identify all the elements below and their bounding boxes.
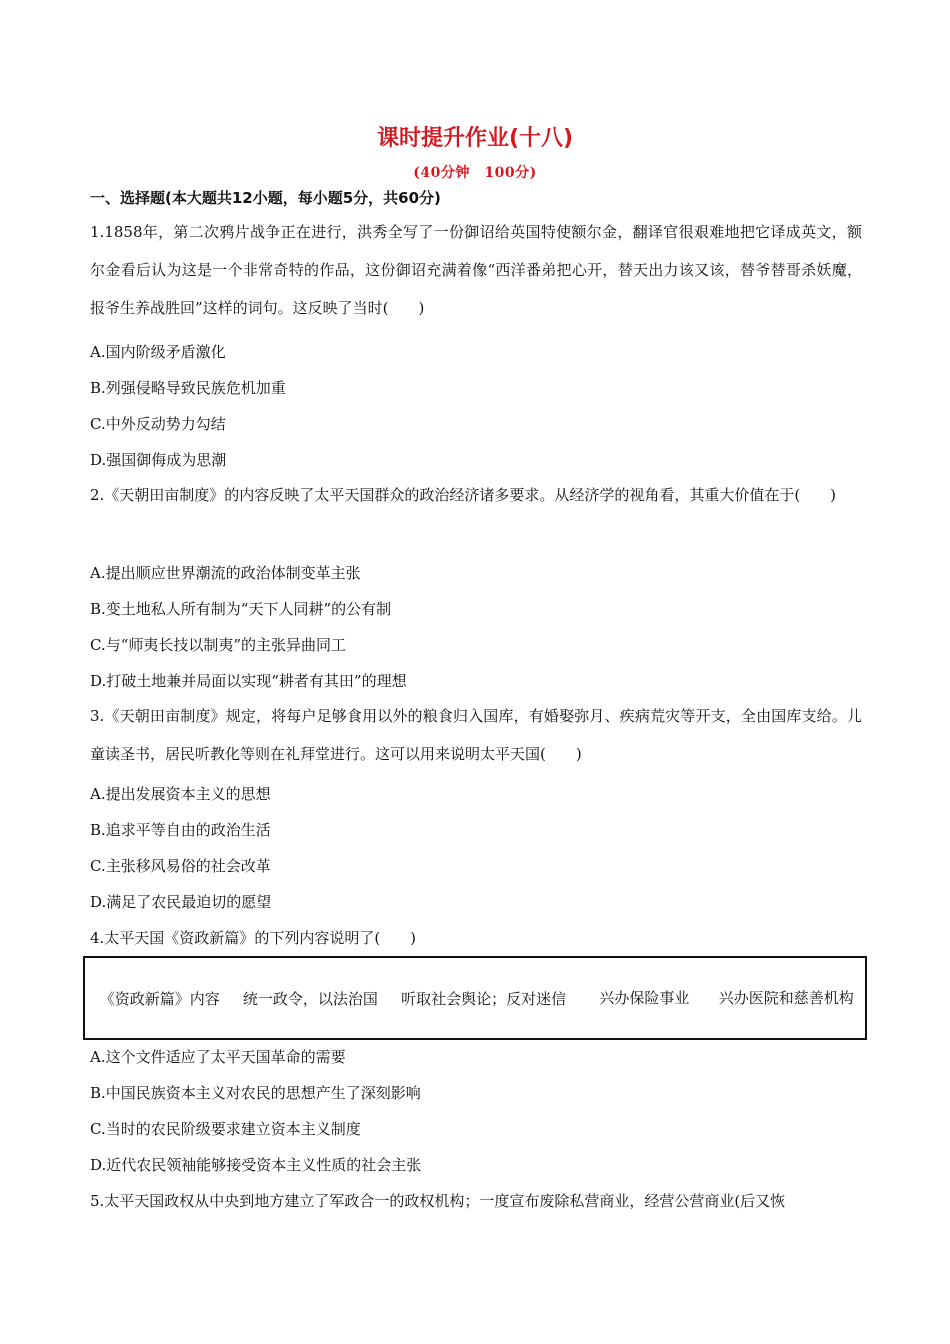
question-2-stem: 2.《天朝田亩制度》的内容反映了太平天国群众的政治经济诸多要求。从经济学的视角看，其重大价值在于( ) — [90, 486, 837, 504]
page-subtitle: (40分钟 100分) — [413, 165, 537, 181]
question-1-stem: 1.1858年，第二次鸦片战争正在进行，洪秀全写了一份御诏给英国特使额尔金，翻译官很艰难地把它译成英文，额尔金看后认为这是一个非常奇特的作品，这份御诏充满着像“西洋番弟把心开，替天出力该又该，替爷替哥杀妖魔，报爷生养战胜回”这样的词句。这反映了当时( ) — [90, 223, 862, 317]
question-4-option-c: C.当时的农民阶级要求建立资本主义制度 — [90, 1120, 361, 1138]
question-1-option-b: B.列强侵略导致民族危机加重 — [90, 379, 286, 397]
question-4-option-d: D.近代农民领袖能够接受资本主义性质的社会主张 — [90, 1156, 422, 1174]
question-1-option-c: C.中外反动势力勾结 — [90, 415, 226, 433]
question-3-option-c: C.主张移风易俗的社会改革 — [90, 857, 271, 875]
table-cell-text: 兴办保险事业 — [599, 989, 690, 1007]
table-header-cell: 《资政新篇》内容 — [99, 989, 220, 1008]
question-3-option-b: B.追求平等自由的政治生活 — [90, 821, 271, 839]
question-3-option-d: D.满足了农民最迫切的愿望 — [90, 893, 272, 911]
table-cell: 听取社会舆论；反对迷信 — [401, 989, 567, 1008]
question-5-stem: 5.太平天国政权从中央到地方建立了军政合一的政权机构；一度宣布废除私营商业，经营公营商业(后又恢 — [90, 1192, 786, 1210]
table-cell — [581, 957, 707, 1039]
table-cell: 统一政令，以法治国 — [242, 989, 378, 1008]
question-2-option-a: A.提出顺应世界潮流的政治体制变革主张 — [90, 564, 361, 582]
question-4-stem: 4.太平天国《资政新篇》的下列内容说明了( ) — [90, 929, 417, 947]
section-heading: 一、选择题(本大题共12小题，每小题5分，共60分) — [90, 189, 441, 207]
table-row — [84, 957, 866, 1039]
question-2-option-d: D.打破土地兼并局面以实现“耕者有其田”的理想 — [90, 672, 407, 690]
page-title: 课时提升作业(十八) — [376, 126, 574, 151]
question-4-option-a: A.这个文件适应了太平天国革命的需要 — [90, 1048, 346, 1066]
table-cell-text: 兴办医院和慈善机构 — [718, 989, 854, 1007]
question-1-option-a: A.国内阶级矛盾激化 — [90, 343, 226, 361]
question-4-table — [83, 956, 867, 1040]
question-2-option-b: B.变土地私人所有制为“天下人同耕”的公有制 — [90, 600, 392, 618]
table-cell — [708, 957, 867, 1039]
question-4-option-b: B.中国民族资本主义对农民的思想产生了深刻影响 — [90, 1084, 421, 1102]
question-3-option-a: A.提出发展资本主义的思想 — [90, 785, 271, 803]
question-3-stem: 3.《天朝田亩制度》规定，将每户足够食用以外的粮食归入国库，有婚娶弥月、疾病荒灾等开支，全由国库支给。儿童读圣书，居民听教化等则在礼拜堂进行。这可以用来说明太平天国( ) — [90, 707, 862, 763]
question-1-option-d: D.强国御侮成为思潮 — [90, 451, 227, 469]
question-2-option-c: C.与“师夷长技以制夷”的主张异曲同工 — [90, 636, 347, 654]
